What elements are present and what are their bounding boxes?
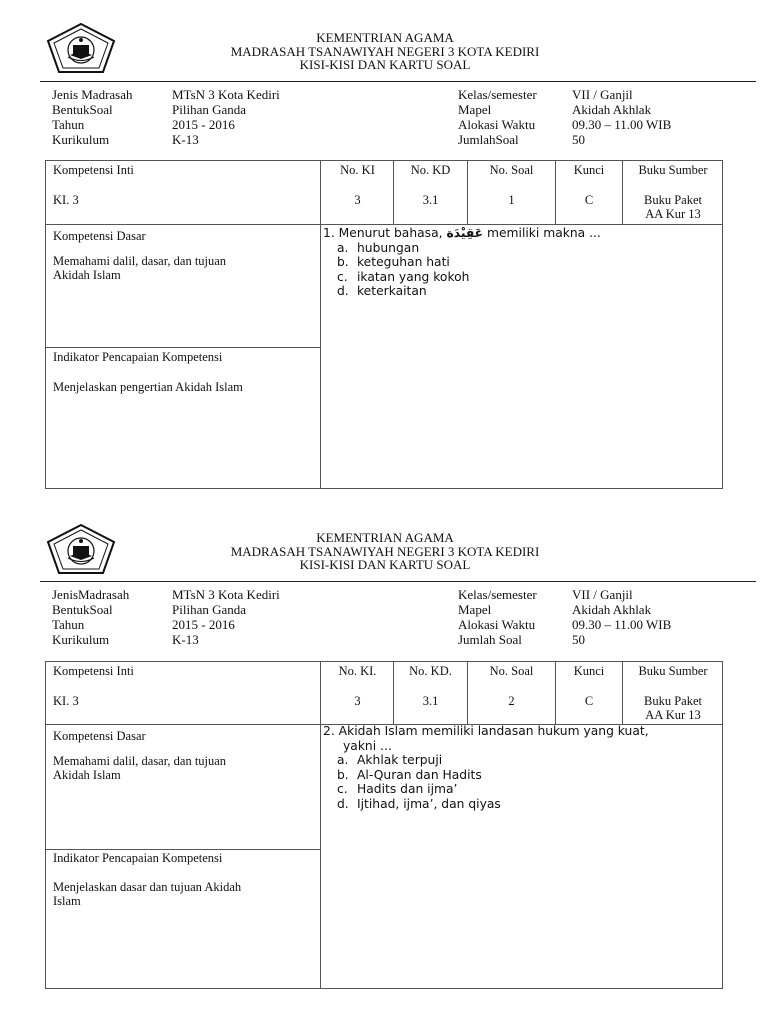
document-title: KISI-KISI DAN KARTU SOAL xyxy=(299,57,471,72)
bentuk-soal-value: Pilihan Ganda xyxy=(172,102,247,117)
nosoal-header: No. Soal xyxy=(489,664,534,678)
kurikulum-label: Kurikulum xyxy=(52,632,110,647)
indikator-text-line2: Islam xyxy=(53,894,81,908)
indikator-text xyxy=(53,380,243,394)
indikator-header: Indikator Pencapaian Kompetensi xyxy=(53,851,223,865)
option-text: keteguhan hati xyxy=(357,255,450,269)
kurikulum-value: K-13 xyxy=(172,132,199,147)
kd-header: Kompetensi Dasar xyxy=(53,229,146,243)
column-divider xyxy=(320,724,321,989)
jumlah-soal-label: Jumlah Soal xyxy=(458,632,522,647)
meta-labels-left xyxy=(52,87,133,147)
option-letter: a. xyxy=(337,240,349,255)
kd-text-line2: Akidah Islam xyxy=(53,768,121,782)
buku-value-line2: AA Kur 13 xyxy=(645,708,701,722)
tahun-label: Tahun xyxy=(52,617,85,632)
letterhead xyxy=(180,31,590,72)
question-text xyxy=(323,226,719,299)
kunci-value: C xyxy=(584,694,594,708)
bentuk-soal-label: BentukSoal xyxy=(52,102,113,117)
ki-value: KI. 3 xyxy=(53,694,79,708)
kelas-label: Kelas/semester xyxy=(458,587,537,602)
school-name: MADRASAH TSANAWIYAH NEGERI 3 KOTA KEDIRI xyxy=(230,43,540,59)
nosoal-header: No. Soal xyxy=(489,163,534,177)
question-stem-before: Akidah Islam memiliki landasan hukum yang kuat, xyxy=(338,724,649,738)
mapel-value: Akidah Akhlak xyxy=(572,602,652,617)
kd-text-line1: Memahami dalil, dasar, dan tujuan xyxy=(53,754,227,768)
arabic-term: عَقِيْدَة xyxy=(446,226,484,240)
question-stem-before: Menurut bahasa, xyxy=(338,226,443,240)
alokasi-value: 09.30 – 11.00 WIB xyxy=(572,617,672,632)
option-letter: b. xyxy=(337,767,349,782)
kd-divider xyxy=(45,849,321,850)
jenis-madrasah-value: MTsN 3 Kota Kediri xyxy=(172,87,280,102)
tahun-label: Tahun xyxy=(52,117,85,132)
option-text: keterkaitan xyxy=(357,284,427,298)
jenis-madrasah-value: MTsN 3 Kota Kediri xyxy=(172,587,280,602)
mapel-label: Mapel xyxy=(458,602,492,617)
tahun-value: 2015 - 2016 xyxy=(172,617,235,632)
column-divider xyxy=(320,224,321,489)
bentuk-soal-label: BentukSoal xyxy=(52,602,113,617)
option-c xyxy=(337,270,719,285)
noki-value: 3 xyxy=(354,694,361,708)
question-card-1 xyxy=(0,0,768,500)
nokd-header: No. KD xyxy=(410,163,451,177)
mapel-label: Mapel xyxy=(458,102,492,117)
question-stem-after: memiliki makna ... xyxy=(487,226,601,240)
indikator-text xyxy=(53,880,241,908)
kelas-value: VII / Ganjil xyxy=(572,87,633,102)
buku-value xyxy=(623,193,723,221)
option-d xyxy=(337,284,719,299)
ministry-name: KEMENTRIAN AGAMA xyxy=(316,30,454,45)
option-text: Al-Quran dan Hadits xyxy=(357,767,482,782)
buku-value-line1: Buku Paket xyxy=(644,694,702,708)
kurikulum-label: Kurikulum xyxy=(52,132,110,147)
mapel-value: Akidah Akhlak xyxy=(572,102,652,117)
indikator-text-line1: Menjelaskan pengertian Akidah Islam xyxy=(53,380,243,394)
option-c xyxy=(337,782,719,797)
school-name: MADRASAH TSANAWIYAH NEGERI 3 KOTA KEDIRI xyxy=(230,543,540,559)
header-divider xyxy=(40,581,756,582)
jumlah-soal-value: 50 xyxy=(572,132,585,147)
option-letter: d. xyxy=(337,796,349,811)
ki-header: Kompetensi Inti xyxy=(53,664,134,678)
meta-values-left xyxy=(172,587,280,647)
jenis-madrasah-label: JenisMadrasah xyxy=(52,587,130,602)
meta-values-left xyxy=(172,87,280,147)
option-text: Ijtihad, ijma’, dan qiyas xyxy=(357,796,501,811)
option-letter: d. xyxy=(337,284,349,298)
indikator-header: Indikator Pencapaian Kompetensi xyxy=(53,350,223,364)
buku-header: Buku Sumber xyxy=(638,664,708,678)
kunci-header: Kunci xyxy=(573,163,605,177)
kd-header: Kompetensi Dasar xyxy=(53,729,146,743)
kelas-value: VII / Ganjil xyxy=(572,587,633,602)
kd-divider xyxy=(45,347,321,348)
buku-value-line1: Buku Paket xyxy=(644,193,702,207)
ki-header: Kompetensi Inti xyxy=(53,163,134,177)
option-letter: c. xyxy=(337,269,348,284)
option-text: Akhlak terpuji xyxy=(357,753,443,767)
indikator-text-line1: Menjelaskan dasar dan tujuan Akidah xyxy=(53,880,242,894)
answer-options xyxy=(323,753,719,811)
option-letter: b. xyxy=(337,255,349,269)
nokd-value: 3.1 xyxy=(422,193,439,207)
buku-value-line2: AA Kur 13 xyxy=(645,207,701,221)
question-card-2 xyxy=(0,500,768,1000)
meta-labels-right xyxy=(458,587,537,647)
noki-header: No. KI. xyxy=(338,664,377,678)
option-a xyxy=(337,241,719,256)
meta-labels-right xyxy=(458,87,537,147)
nokd-value: 3.1 xyxy=(422,694,439,708)
kunci-value: C xyxy=(584,193,594,207)
meta-values-right xyxy=(572,87,671,147)
question-stem xyxy=(323,724,719,739)
kd-text xyxy=(53,754,226,782)
kurikulum-value: K-13 xyxy=(172,632,199,647)
letterhead xyxy=(180,531,590,572)
kd-text xyxy=(53,254,226,282)
noki-value: 3 xyxy=(354,193,361,207)
kunci-header: Kunci xyxy=(573,664,605,678)
kemenag-logo xyxy=(46,523,116,575)
header-divider xyxy=(40,81,756,82)
option-b xyxy=(337,768,719,783)
jumlah-soal-label: JumlahSoal xyxy=(458,132,519,147)
option-b xyxy=(337,255,719,270)
question-number: 1. xyxy=(323,226,335,240)
buku-header: Buku Sumber xyxy=(638,163,708,177)
question-number: 2. xyxy=(323,724,335,738)
kd-text-line2: Akidah Islam xyxy=(53,268,121,282)
document-title: KISI-KISI DAN KARTU SOAL xyxy=(299,557,471,572)
row-divider xyxy=(45,224,723,225)
nosoal-value: 1 xyxy=(508,193,515,207)
option-text: ikatan yang kokoh xyxy=(357,269,470,284)
alokasi-label: Alokasi Waktu xyxy=(458,617,536,632)
alokasi-value: 09.30 – 11.00 WIB xyxy=(572,117,672,132)
option-letter: a. xyxy=(337,753,349,767)
alokasi-label: Alokasi Waktu xyxy=(458,117,536,132)
question-stem-continued: yakni ... xyxy=(343,738,392,753)
kemenag-logo xyxy=(46,22,116,74)
buku-value xyxy=(623,694,723,722)
option-d xyxy=(337,797,719,812)
ki-value: KI. 3 xyxy=(53,193,79,207)
option-letter: c. xyxy=(337,782,348,796)
meta-labels-left xyxy=(52,587,129,647)
option-text: Hadits dan ijma’ xyxy=(357,782,458,796)
jenis-madrasah-label: Jenis Madrasah xyxy=(52,87,133,102)
nosoal-value: 2 xyxy=(508,694,515,708)
question-stem xyxy=(323,226,719,241)
tahun-value: 2015 - 2016 xyxy=(172,117,235,132)
kd-text-line1: Memahami dalil, dasar, dan tujuan xyxy=(53,254,227,268)
option-a xyxy=(337,753,719,768)
question-text xyxy=(323,724,719,811)
jumlah-soal-value: 50 xyxy=(572,632,585,647)
bentuk-soal-value: Pilihan Ganda xyxy=(172,602,247,617)
ministry-name: KEMENTRIAN AGAMA xyxy=(316,530,454,545)
nokd-header: No. KD. xyxy=(409,664,452,678)
kelas-label: Kelas/semester xyxy=(458,87,537,102)
meta-values-right xyxy=(572,587,671,647)
answer-options xyxy=(323,241,719,299)
noki-header: No. KI xyxy=(340,163,375,177)
option-text: hubungan xyxy=(357,240,420,255)
